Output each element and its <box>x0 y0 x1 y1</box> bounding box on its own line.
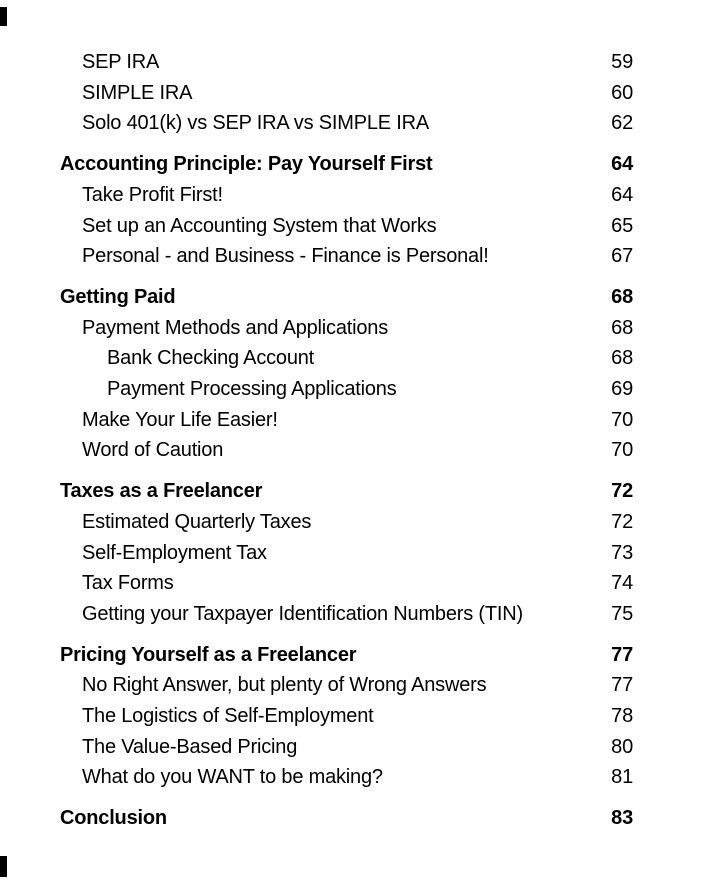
toc-entry[interactable] <box>60 180 633 211</box>
toc-entry-page: 60 <box>611 81 633 104</box>
toc-entry-page: 68 <box>611 347 633 370</box>
toc-entry-page: 77 <box>611 674 633 697</box>
toc-entry-page: 69 <box>611 378 633 401</box>
page-edge-mark-bottom <box>0 856 7 877</box>
toc-entry[interactable] <box>60 78 633 109</box>
toc-entry-label: The Logistics of Self-Employment <box>82 705 374 728</box>
toc-entry[interactable] <box>60 343 633 374</box>
toc-entry[interactable] <box>60 374 633 405</box>
toc-entry[interactable] <box>60 732 633 763</box>
toc-entry[interactable] <box>60 211 633 242</box>
toc-entry[interactable] <box>60 282 633 313</box>
toc-entry-page: 64 <box>611 183 633 206</box>
toc-entry-label: What do you WANT to be making? <box>82 766 383 789</box>
page-edge-mark-top <box>0 7 7 26</box>
toc-entry[interactable] <box>60 599 633 630</box>
toc-entry-page: 62 <box>611 112 633 135</box>
toc-entry-label: Take Profit First! <box>82 183 223 206</box>
toc-entry-label: Payment Processing Applications <box>107 378 397 401</box>
toc-entry-label: No Right Answer, but plenty of Wrong Answers <box>82 674 487 697</box>
toc-entry[interactable] <box>60 670 633 701</box>
toc-entry-label: Payment Methods and Applications <box>82 316 389 339</box>
toc-entry[interactable] <box>60 241 633 272</box>
toc-entry-label: Tax Forms <box>82 572 174 595</box>
toc-entry-page: 73 <box>611 541 633 564</box>
toc-entry[interactable] <box>60 762 633 793</box>
toc-entry-page: 80 <box>611 735 633 758</box>
toc-entry-page: 72 <box>611 510 633 533</box>
toc-entry-page: 72 <box>611 480 633 503</box>
toc-entry[interactable] <box>60 803 633 834</box>
toc-entry-label: Bank Checking Account <box>107 347 315 370</box>
toc-entry-label: Make Your Life Easier! <box>82 408 278 431</box>
toc-entry[interactable] <box>60 701 633 732</box>
toc-entry-label: Pricing Yourself as a Freelancer <box>60 643 357 666</box>
toc-entry-label: Getting Paid <box>60 285 176 308</box>
toc-entry-label: Word of Caution <box>82 439 224 462</box>
toc-entry-label: Set up an Accounting System that Works <box>82 214 437 237</box>
toc-entry-page: 64 <box>611 153 633 176</box>
toc-entry[interactable] <box>60 47 633 78</box>
toc-entry-label: SEP IRA <box>82 51 160 73</box>
toc-entry-label: SIMPLE IRA <box>82 81 193 104</box>
toc-entry-page: 74 <box>611 572 633 595</box>
toc-entry-page: 75 <box>611 602 633 625</box>
toc-entry-label: The Value-Based Pricing <box>82 735 298 758</box>
toc-entry[interactable] <box>60 405 633 436</box>
toc-entry-page: 70 <box>611 408 633 431</box>
toc-entry[interactable] <box>60 435 633 466</box>
toc-entry[interactable] <box>60 640 633 671</box>
toc-entry-page: 78 <box>611 705 633 728</box>
toc-entry-page: 67 <box>611 245 633 268</box>
toc-entry-page: 77 <box>611 643 633 666</box>
toc-entry-page: 65 <box>611 214 633 237</box>
toc-entry[interactable] <box>60 149 633 180</box>
toc-entry-label: Self-Employment Tax <box>82 541 267 564</box>
toc-entry-label: Estimated Quarterly Taxes <box>82 510 312 533</box>
toc-entry-page: 81 <box>611 766 633 789</box>
toc-entry[interactable] <box>60 313 633 344</box>
toc-entry-page: 59 <box>611 51 633 73</box>
toc-entry-label: Taxes as a Freelancer <box>60 480 263 503</box>
toc-entry[interactable] <box>60 507 633 538</box>
toc-list <box>60 47 633 834</box>
toc-entry-page: 68 <box>611 316 633 339</box>
toc-entry[interactable] <box>60 108 633 139</box>
toc-entry-label: Solo 401(k) vs SEP IRA vs SIMPLE IRA <box>82 112 430 135</box>
toc-entry-page: 70 <box>611 439 633 462</box>
toc-entry[interactable] <box>60 476 633 507</box>
toc-entry-page: 83 <box>611 807 633 830</box>
toc-entry-label: Getting your Taxpayer Identification Numbers (TIN) <box>82 602 523 625</box>
toc-entry[interactable] <box>60 538 633 569</box>
toc-entry[interactable] <box>60 568 633 599</box>
toc-entry-label: Accounting Principle: Pay Yourself First <box>60 153 433 176</box>
toc-entry-page: 68 <box>611 285 633 308</box>
toc-entry-label: Personal - and Business - Finance is Personal! <box>82 245 489 268</box>
toc-entry-label: Conclusion <box>60 807 167 830</box>
